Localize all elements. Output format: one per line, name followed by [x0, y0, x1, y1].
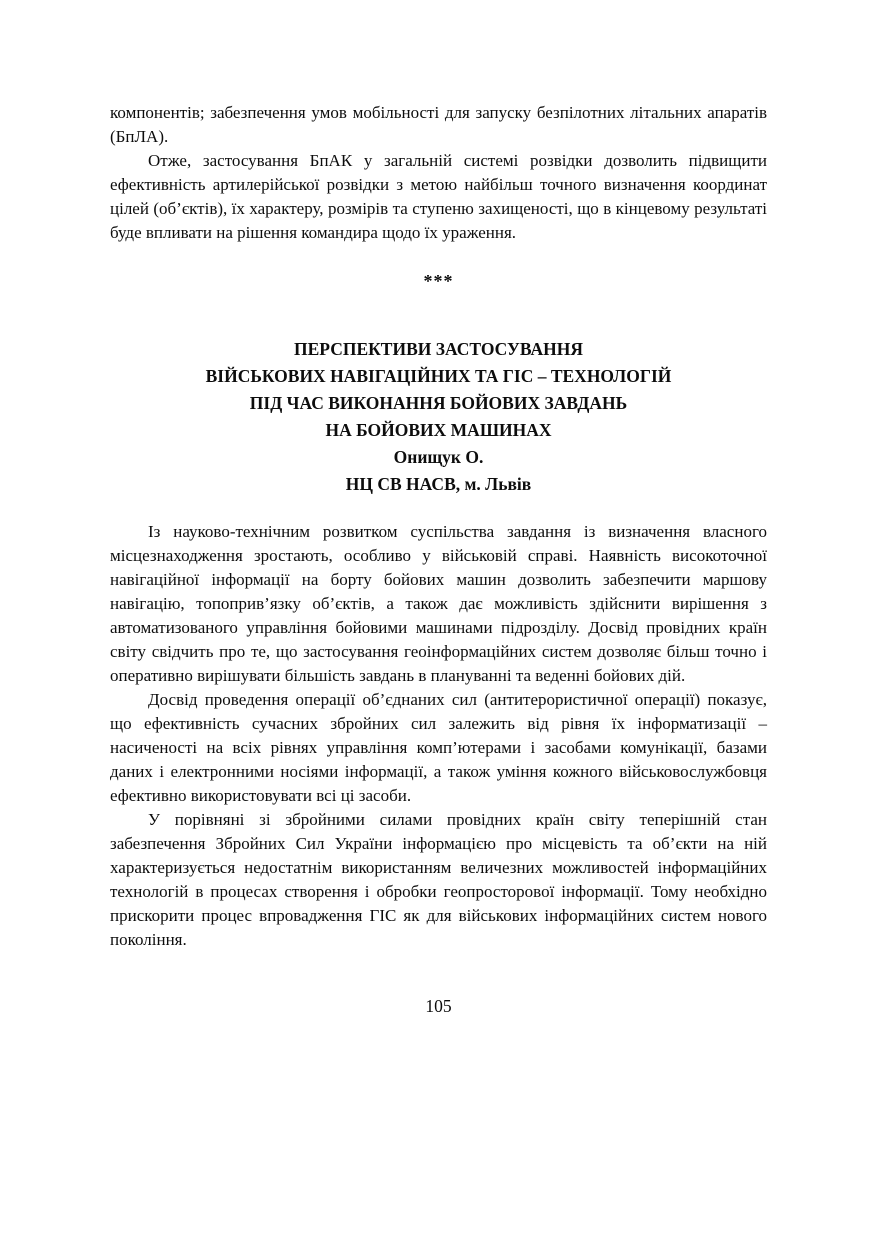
page-number: 105: [425, 996, 452, 1016]
paragraph-continuation: компонентів; забезпечення умов мобільності для запуску безпілотних літальних апаратів (БпЛА).: [110, 103, 767, 146]
previous-article-end: [110, 101, 767, 245]
article-title-line: ПЕРСПЕКТИВИ ЗАСТОСУВАННЯ: [294, 339, 583, 359]
article-title: [110, 336, 767, 498]
article-body: [110, 520, 767, 952]
paragraph: Отже, застосування БпАК у загальній системі розвідки дозволить підвищити ефективність артилерійської розвідки з метою найбільш точного визначення координат цілей (об’єктів), їх характеру, розмірів та ступеню захищеності, що в кінцевому результаті буде впливати на рішення командира щодо їх ураження.: [110, 151, 767, 242]
article-paragraph: Досвід проведення операції об’єднаних сил (антитерористичної операції) показує, що ефективність сучасних збройних сил залежить від рівня їх інформатизації – насиченості на всіх рівнях управління комп’ютерами і засобами комунікації, базами даних і електронними носіями інформації, а також уміння кожного військовослужбовця ефективно використовувати всі ці засоби.: [110, 690, 767, 805]
article-title-line: ПІД ЧАС ВИКОНАННЯ БОЙОВИХ ЗАВДАНЬ: [249, 393, 628, 413]
article-author: Онищук О.: [393, 447, 484, 467]
article-affiliation: НЦ СВ НАСВ, м. Львів: [345, 474, 532, 494]
article-title-line: НА БОЙОВИХ МАШИНАХ: [325, 420, 552, 440]
article-paragraph: У порівняні зі збройними силами провідних країн світу теперішній стан забезпечення Збройних Сил України інформацією про місцевість та об’єкти на ній характеризується недостатнім використанням величезних можливостей інформаційних технологій в процесах створення і обробки геопросторової інформації. Тому необхідно прискорити процес впровадження ГІС як для військових інформаційних систем нового покоління.: [110, 810, 767, 949]
article-paragraph: Із науково-технічним розвитком суспільства завдання із визначення власного місцезнаходження зростають, особливо у військовій справі. Наявність високоточної навігаційної інформації на борту бойових машин дозволить забезпечити маршову навігацію, топоприв’язку об’єктів, а також дає можливість здійснити вирішення з автоматизованого управління бойовими машинами підрозділу. Досвід провідних країн світу свідчить про те, що застосування геоінформаційних систем дозволяє більш точно і оперативно вирішувати більшість завдань в плануванні та веденні бойових дій.: [110, 522, 767, 685]
section-separator: ***: [423, 271, 454, 291]
article-title-line: ВІЙСЬКОВИХ НАВІГАЦІЙНИХ ТА ГІС – ТЕХНОЛОГІЙ: [205, 366, 672, 386]
